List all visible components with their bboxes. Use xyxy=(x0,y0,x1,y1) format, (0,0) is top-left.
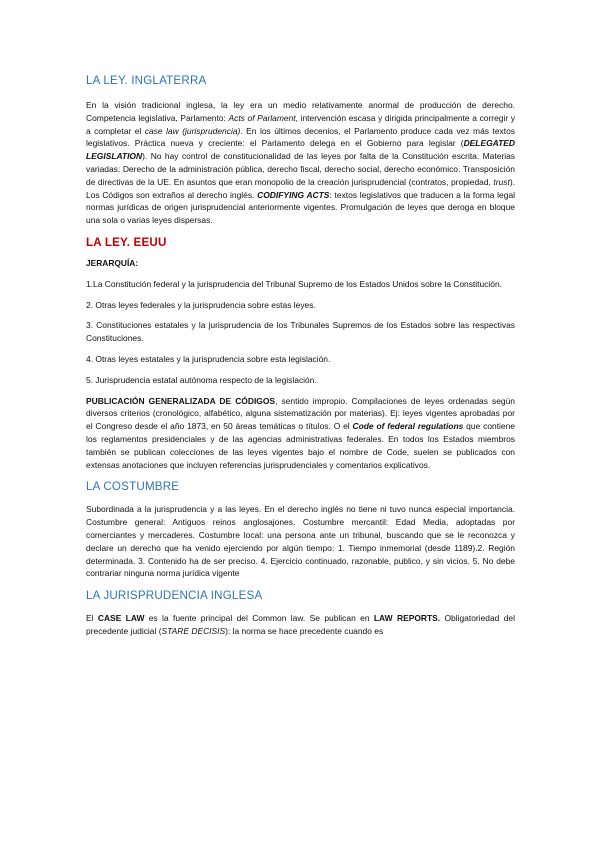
hierarchy-item-2: 2. Otras leyes federales y la jurisprudencia sobre estas leyes. xyxy=(86,299,316,310)
heading-costumbre: LA COSTUMBRE xyxy=(86,480,180,494)
document-body xyxy=(86,74,515,638)
paragraph-jurisprudencia: El CASE LAW es la fuente principal del Common law. Se publican en LAW REPORTS. Obligatoriedad del precedente judicial (STARE DECISIS): la norma se hace precedente cuando es xyxy=(86,613,515,636)
heading-ley-inglaterra: LA LEY. INGLATERRA xyxy=(86,74,207,87)
hierarchy-item-3: 3. Constituciones estatales y la jurisprudencia de los Tribunales Supremos de los Estados sobre las respectivas Constituciones. xyxy=(86,320,515,344)
paragraph-ley-inglaterra: En la visión tradicional inglesa, la ley era un medio relativamente anormal de producción de derecho. Competencia legislativa, Parlamento: Acts of Parlament, intervención escasa y dirigida principalmente a corregir y a completar el case law (jurisprudencia). En los últimos decenios, el Parlamento produce cada vez más textos legislativos. Práctica nueva y creciente: el Parlamento delega en el Gobierno para legislar (DELEGATED LEGISLATION). No hay control de constitucionalidad de las leyes por falta de la Constitución escrita. Materias variadas: Derecho de la administración pública, derecho fiscal, derecho social, derecho económico. Transposición de directivas de la UE. En asuntos que eran monopolio de la creación jurisprudencial (contratos, propiedad, trust). Los Códigos son extraños al derecho inglés. CODIFYING ACTS: textos legislativos que traducen a la forma legal normas jurídicas de origen jurisprudencial anteriormente vigentes. Promulgación de leyes que deroga en bloque una sola o varias leyes dispersas. xyxy=(86,100,516,226)
hierarchy-item-4: 4. Otras leyes estatales y la jurisprudencia sobre esta legislación. xyxy=(86,353,331,364)
hierarchy-item-1: 1.La Constitución federal y la jurisprudencia del Tribunal Supremo de los Estados Unidos sobre la Constitución. xyxy=(86,278,503,289)
heading-jurisprudencia-inglesa: LA JURISPRUDENCIA INGLESA xyxy=(86,589,263,603)
heading-ley-eeuu: LA LEY. EEUU xyxy=(86,235,167,249)
paragraph-publicacion-codigos: PUBLICACIÓN GENERALIZADA DE CÓDIGOS, sentido impropio. Compilaciones de leyes ordenadas según diversos criterios (cronológico, alfabético, alguna sistematización por materias). Ej: leyes vigentes aprobadas por el Congreso desde el año 1873, en 50 áreas temáticas o títulos. O el Code of federal regulations que contiene los reglamentos presidenciales y de las agencias administrativas federales. En todos los Estados miembros también se publican colecciones de las leyes vigentes bajo el nombre de Code, suelen se publicados con extensas anotaciones que incluyen referencias jurisprudenciales y comentarios explicativos. xyxy=(86,395,516,470)
subheading-jerarquia: JERARQUÍA: xyxy=(86,257,139,268)
paragraph-costumbre: Subordinada a la jurisprudencia y a las leyes. En el derecho inglés no tiene ni tuvo nunca especial importancia. Costumbre general: Antiguos reinos anglosajones. Costumbre mercantil: Edad Media, adoptadas por comerciantes y mercaderes. Costumbre local: una persona ante un tribunal, buscando que se le reconozca y declare un derecho que ha venido ejerciendo por algún tiempo: 1. Tiempo inmemorial (desde 1189).2. Región determinada. 3. Contenido ha de ser preciso. 4. Ejercicio continuado, razonable, publico, y sin vicios. 5. No debe contrariar ninguna norma jurídica vigente xyxy=(86,504,515,579)
hierarchy-item-5: 5. Jurisprudencia estatal autónoma respecto de la legislación. xyxy=(86,374,317,385)
